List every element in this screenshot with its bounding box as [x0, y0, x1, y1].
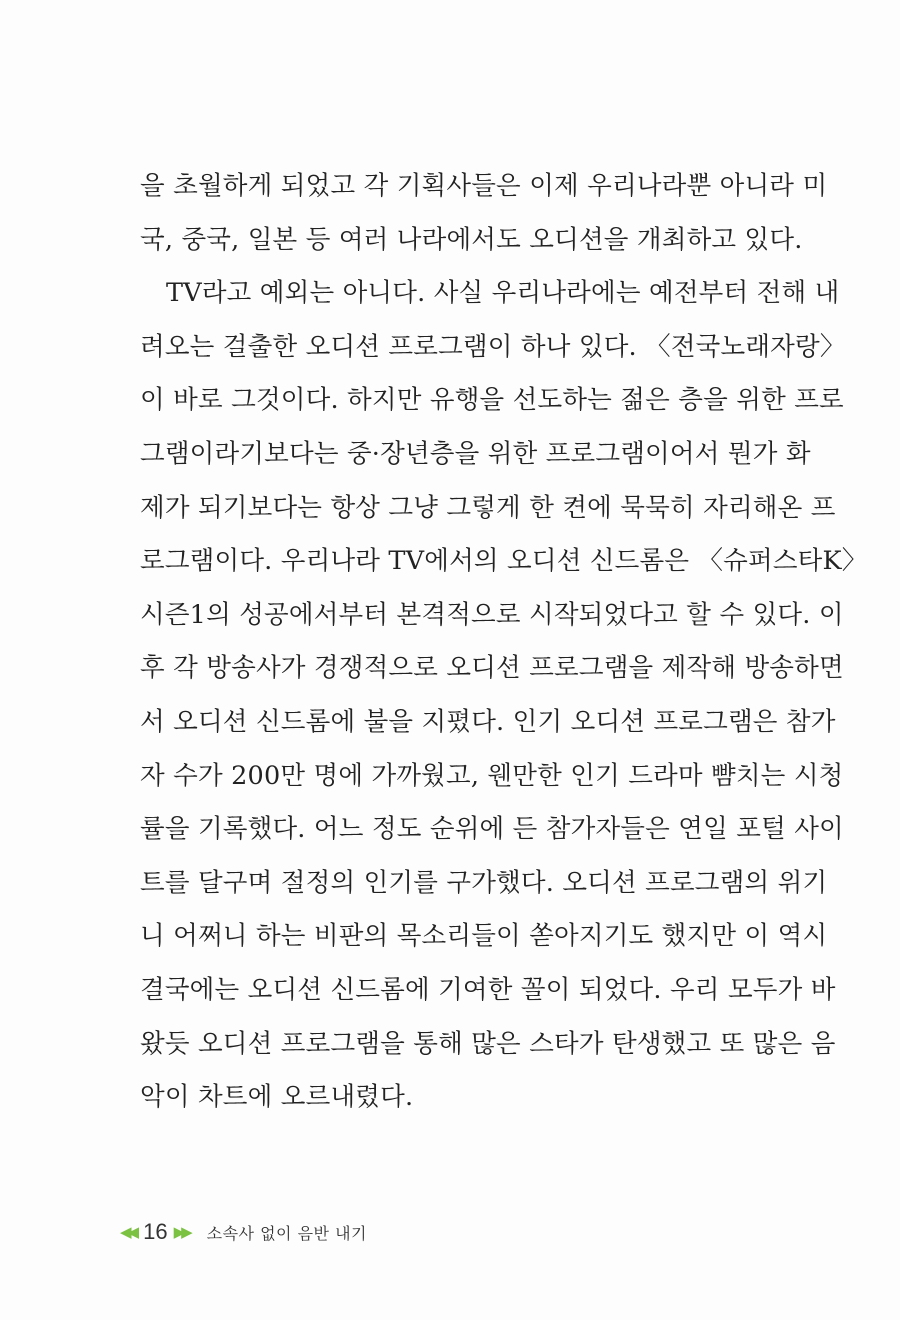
text-line: 국, 중국, 일본 등 여러 나라에서도 오디션을 개최하고 있다. [140, 224, 803, 255]
text-line: 려오는 걸출한 오디션 프로그램이 하나 있다. 〈전국노래자랑〉 [140, 331, 846, 362]
text-line: 시즌1의 성공에서부터 본격적으로 시작되었다고 할 수 있다. 이 [140, 599, 844, 630]
text-line: 률을 기록했다. 어느 정도 순위에 든 참가자들은 연일 포털 사이 [140, 814, 844, 845]
text-line: 제가 되기보다는 항상 그냥 그렇게 한 켠에 묵묵히 자리해온 프 [140, 492, 836, 523]
paragraph-start-line: TV라고 예외는 아니다. 사실 우리나라에는 예전부터 전해 내 [166, 278, 840, 309]
page-footer [120, 1214, 367, 1250]
text-line: 그램이라기보다는 중·장년층을 위한 프로그램이어서 뭔가 화 [140, 438, 811, 469]
text-line: 후 각 방송사가 경쟁적으로 오디션 프로그램을 제작해 방송하면 [140, 653, 844, 684]
text-line: 이 바로 그것이다. 하지만 유행을 선도하는 젊은 층을 위한 프로 [140, 385, 844, 416]
previous-arrows-icon: ◀◀ [120, 1223, 136, 1241]
running-title: 소속사 없이 음반 내기 [206, 1223, 368, 1243]
text-line: 악이 차트에 오르내렸다. [140, 1082, 414, 1113]
text-line: 니 어쩌니 하는 비판의 목소리들이 쏟아지기도 했지만 이 역시 [140, 921, 828, 952]
text-line: 로그램이다. 우리나라 TV에서의 오디션 신드롬은 〈슈퍼스타K〉 [140, 546, 868, 577]
page-number: 16 [143, 1219, 168, 1244]
next-arrows-icon: ▶▶ [173, 1223, 189, 1241]
text-line: 왔듯 오디션 프로그램을 통해 많은 스타가 탄생했고 또 많은 음 [140, 1028, 836, 1059]
text-line: 트를 달구며 절정의 인기를 구가했다. 오디션 프로그램의 위기 [140, 867, 828, 898]
text-line: 결국에는 오디션 신드롬에 기여한 꼴이 되었다. 우리 모두가 바 [140, 974, 836, 1005]
text-line: 서 오디션 신드롬에 불을 지폈다. 인기 오디션 프로그램은 참가 [140, 706, 836, 737]
body-text [140, 160, 868, 1125]
text-line: 을 초월하게 되었고 각 기획사들은 이제 우리나라뿐 아니라 미 [140, 171, 828, 201]
text-line: 자 수가 200만 명에 가까웠고, 웬만한 인기 드라마 뺨치는 시청 [140, 760, 844, 791]
